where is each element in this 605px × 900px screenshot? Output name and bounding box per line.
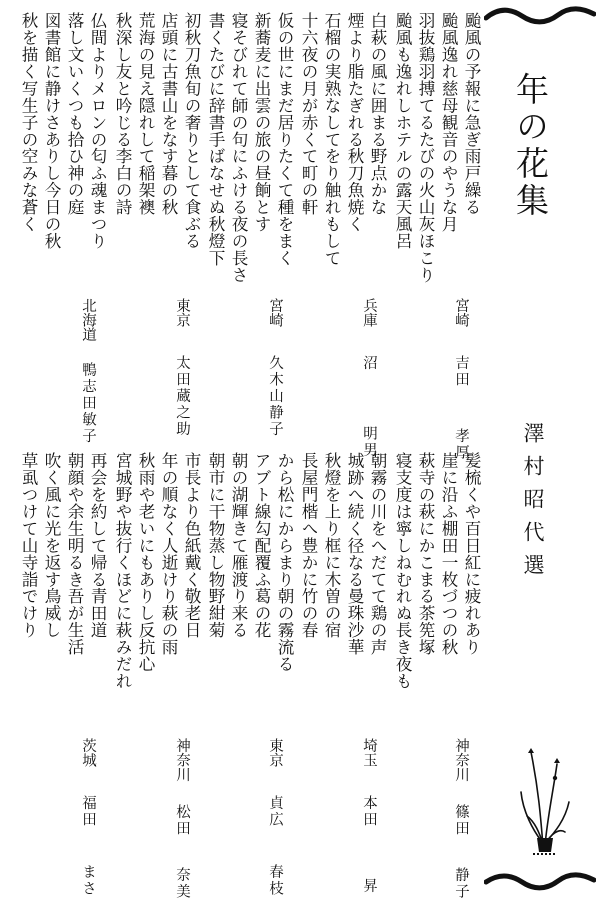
haiku-line: 秋を描く写生子の空みな蒼く xyxy=(19,12,38,233)
author-credit xyxy=(359,738,379,895)
haiku-line: 書くたびに辞書手ばなせぬ秋燈下 xyxy=(206,12,225,267)
page-title: 年の花集 xyxy=(511,72,550,220)
selector-credit: 澤村昭代選 xyxy=(521,422,545,587)
author-family-name: 太田 xyxy=(174,355,190,388)
author-prefecture: 北海道 xyxy=(80,298,96,342)
author-family-name: 本田 xyxy=(361,795,377,828)
haiku-line: 朝霧の川をへだてて鶏の声 xyxy=(368,452,387,656)
haiku-line: 寝支度は寧しねむれぬ長き夜も xyxy=(393,452,412,690)
author-credit xyxy=(172,738,192,900)
author-family-name: 貞広 xyxy=(267,795,283,828)
haiku-line: 朝の湖輝きて雁渡り来る xyxy=(229,452,248,639)
author-given-name: 蔵之助 xyxy=(174,388,190,438)
haiku-line: 朝市に干物蒸し物野紺菊 xyxy=(206,452,225,639)
author-prefecture: 宮崎 xyxy=(267,298,283,327)
author-given-name: 奈美 xyxy=(174,866,190,900)
author-given-name: 明男 xyxy=(361,425,377,459)
author-given-name: 春枝 xyxy=(267,864,283,897)
author-credit xyxy=(265,738,285,897)
author-prefecture: 東京 xyxy=(267,738,283,767)
haiku-line: 崖に沿ふ棚田一枚づつの秋 xyxy=(439,452,458,656)
author-given-name: 孝厚 xyxy=(453,428,469,461)
author-given-name: 敏子 xyxy=(80,411,96,444)
haiku-line: 宮城野や抜行くほどに萩みだれ xyxy=(113,452,132,690)
author-family-name: 篠田 xyxy=(453,803,469,837)
author-given-name: 静子 xyxy=(453,866,469,900)
haiku-line: 寝そびれて師の句にふける夜の長さ xyxy=(229,12,248,284)
author-prefecture: 埼玉 xyxy=(361,738,377,767)
wave-ornament-bottom-icon xyxy=(484,872,596,892)
haiku-line: 城跡へ続く径なる曼珠沙華 xyxy=(345,452,364,656)
haiku-line: 秋燈を上り框に木曽の宿 xyxy=(322,452,341,639)
haiku-line: 羽抜鶏羽搏てるたびの火山灰ほこり xyxy=(416,12,435,284)
author-prefecture: 東京 xyxy=(174,298,190,327)
author-family-name: 福田 xyxy=(80,795,96,828)
haiku-line: 仏間よりメロンの匂ふ魂まつり xyxy=(88,12,107,250)
haiku-line: 新蕎麦に出雲の旅の昼餉とす xyxy=(252,12,271,233)
author-prefecture: 宮崎 xyxy=(453,298,469,327)
author-family-name: 松田 xyxy=(174,803,190,837)
haiku-line: 颱風も逸れしホテルの露天風呂 xyxy=(393,12,412,250)
author-given-name: まさ xyxy=(80,864,96,897)
haiku-line: 石榴の実熟なしてをり触れもして xyxy=(322,12,341,267)
author-credit xyxy=(78,738,98,897)
author-credit xyxy=(78,298,98,444)
author-prefecture: 神奈川 xyxy=(174,738,190,782)
author-credit xyxy=(359,298,379,459)
author-credit xyxy=(172,298,192,438)
author-credit xyxy=(265,298,285,438)
author-given-name: 静子 xyxy=(267,404,283,438)
haiku-line: 荒海の見え隠れして稲架襖 xyxy=(136,12,155,216)
haiku-line: 煙より脂たぎれる秋刀魚焼く xyxy=(345,12,364,233)
wave-ornament-top-icon xyxy=(484,6,596,26)
author-family-name: 吉田 xyxy=(453,355,469,388)
author-given-name: 昇 xyxy=(361,878,377,895)
author-prefecture: 神奈川 xyxy=(453,738,469,782)
haiku-line: から松にからまり朝の霧流る xyxy=(275,452,294,673)
haiku-line: 店頭に古書山をなす暮の秋 xyxy=(159,12,178,216)
haiku-line: 再会を約して帰る青田道 xyxy=(88,452,107,639)
haiku-line: 白萩の風に囲まる野点かな xyxy=(368,12,387,216)
haiku-line: 長屋門楷へ豊かに竹の春 xyxy=(299,452,318,639)
author-prefecture: 茨城 xyxy=(80,738,96,767)
haiku-line: 仮の世にまだ居りたくて種をまく xyxy=(275,12,294,267)
haiku-line: 髪梳くや百日紅に疲れあり xyxy=(462,452,481,656)
haiku-line: アブト線勾配覆ふ葛の花 xyxy=(252,452,271,639)
author-family-name: 沼 xyxy=(361,355,377,372)
haiku-line: 颱風の予報に急ぎ雨戸繰る xyxy=(462,12,481,216)
haiku-line: 落し文いくつも拾ひ神の庭 xyxy=(65,12,84,216)
haiku-line: 図書館に静けさありし今日の秋 xyxy=(42,12,61,250)
haiku-line: 萩寺の萩にかこまる茶筅塚 xyxy=(416,452,435,656)
haiku-line: 秋雨や老いにもありし反抗心 xyxy=(136,452,155,673)
author-credit xyxy=(451,738,471,900)
haiku-line: 初秋刀魚旬の奢りとして食ぶる xyxy=(182,12,201,250)
plant-illustration-icon xyxy=(515,742,575,862)
author-prefecture: 兵庫 xyxy=(361,298,377,327)
author-family-name: 鴨志田 xyxy=(80,361,96,411)
author-credit xyxy=(451,298,471,461)
author-family-name: 久木山 xyxy=(267,355,283,405)
haiku-line: 草虱つけて山寺詣でけり xyxy=(19,452,38,639)
haiku-line: 十六夜の月が赤くて町の軒 xyxy=(299,12,318,216)
haiku-line: 吹く風に光を返す鳥威し xyxy=(42,452,61,639)
haiku-line: 颱風逸れ慈母観音のやうな月 xyxy=(439,12,458,233)
haiku-line: 秋深し友と吟じる李白の詩 xyxy=(113,12,132,216)
haiku-line: 年の順なく人逝けり萩の雨 xyxy=(159,452,178,656)
haiku-line: 朝顔や余生明るき吾が生活 xyxy=(65,452,84,656)
haiku-line: 市長より色紙戴く敬老日 xyxy=(182,452,201,639)
